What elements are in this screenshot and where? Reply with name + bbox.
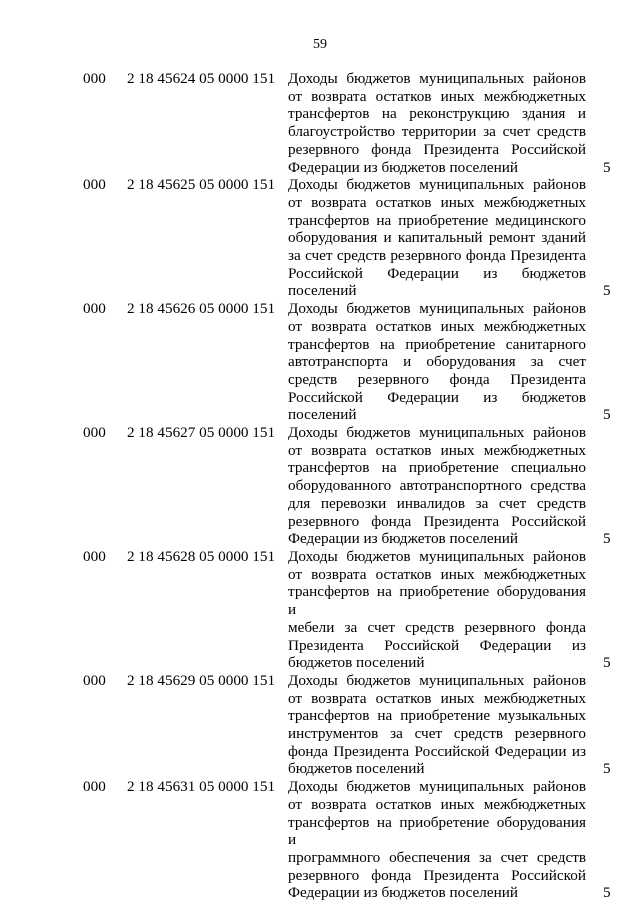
description-line: инструментов за счет средств резервного	[288, 725, 586, 743]
group-code-cell: 5	[603, 884, 611, 902]
description-line: поселений	[288, 406, 357, 424]
description-line: резервного фонда Президента Российской	[288, 512, 586, 530]
page-number: 59	[313, 37, 327, 52]
description-line: средств резервного фонда Президента	[288, 370, 586, 388]
description-line: Российской Федерации из бюджетов	[288, 388, 586, 406]
description-line: от возврата остатков иных межбюджетных	[288, 689, 586, 707]
admin-code-cell: 000	[83, 70, 106, 87]
description-line: поселений	[288, 282, 357, 300]
budget-classification-code-cell: 2 18 45625 05 0000 151	[127, 176, 276, 194]
budget-classification-code-cell: 2 18 45629 05 0000 151	[127, 671, 276, 689]
description-line: Доходы бюджетов муниципальных районов	[288, 424, 586, 442]
description-line: от возврата остатков иных межбюджетных	[288, 795, 586, 813]
description-line: Доходы бюджетов муниципальных районов	[288, 176, 586, 194]
table-row	[0, 70, 640, 176]
group-code-cell: 5	[603, 654, 611, 672]
description-line: трансфертов на приобретение санитарного	[288, 335, 586, 353]
description-line: Российской Федерации из бюджетов	[288, 264, 586, 282]
description-line: бюджетов поселений	[288, 760, 425, 778]
group-code-cell: 5	[603, 158, 611, 176]
description-line: для перевозки инвалидов за счет средств	[288, 494, 586, 512]
description-cell	[288, 300, 586, 424]
description-line: Федерации из бюджетов поселений	[288, 884, 518, 902]
description-line: Федерации из бюджетов поселений	[288, 530, 518, 548]
admin-code-cell: 000	[83, 547, 106, 565]
description-cell	[288, 672, 586, 778]
group-code-cell: 5	[603, 406, 611, 424]
description-line: оборудования и капитальный ремонт зданий	[288, 229, 586, 247]
table-row	[0, 424, 640, 548]
budget-classification-code-cell: 2 18 45631 05 0000 151	[127, 778, 276, 796]
admin-code-cell: 000	[83, 176, 106, 194]
description-line: за счет средств резервного фонда Президента	[288, 247, 586, 265]
description-line: автотранспорта и оборудования за счет	[288, 353, 586, 371]
description-line: Доходы бюджетов муниципальных районов	[288, 70, 586, 87]
description-line: от возврата остатков иных межбюджетных	[288, 565, 586, 583]
description-line: программного обеспечения за счет средств	[288, 848, 586, 866]
description-cell	[288, 548, 586, 672]
budget-classification-code-cell: 2 18 45628 05 0000 151	[127, 547, 276, 565]
description-cell	[288, 778, 586, 902]
budget-classification-code-cell: 2 18 45627 05 0000 151	[127, 424, 276, 442]
description-line: резервного фонда Президента Российской	[288, 866, 586, 884]
group-code-cell: 5	[603, 760, 611, 778]
description-cell	[288, 424, 586, 548]
description-cell	[288, 70, 586, 176]
description-line: резервного фонда Президента Российской	[288, 140, 586, 158]
description-line: от возврата остатков иных межбюджетных	[288, 317, 586, 335]
description-line: мебели за счет средств резервного фонда	[288, 618, 586, 636]
description-line: оборудованного автотранспортного средства	[288, 477, 586, 495]
table-row	[0, 672, 640, 778]
budget-code-table	[0, 70, 640, 902]
description-line: трансфертов на приобретение оборудования и	[288, 813, 586, 849]
description-line: Доходы бюджетов муниципальных районов	[288, 547, 586, 565]
description-line: трансфертов на приобретение специально	[288, 459, 586, 477]
table-row	[0, 300, 640, 424]
budget-classification-code-cell: 2 18 45624 05 0000 151	[127, 70, 276, 87]
group-code-cell: 5	[603, 530, 611, 548]
description-line: Доходы бюджетов муниципальных районов	[288, 300, 586, 318]
table-row	[0, 778, 640, 902]
description-line: от возврата остатков иных межбюджетных	[288, 87, 586, 105]
description-line: от возврата остатков иных межбюджетных	[288, 193, 586, 211]
description-line: трансфертов на приобретение музыкальных	[288, 707, 586, 725]
description-line: Президента Российской Федерации из	[288, 636, 586, 654]
description-cell	[288, 176, 586, 300]
description-line: бюджетов поселений	[288, 654, 425, 672]
description-line: фонда Президента Российской Федерации из	[288, 742, 586, 760]
description-line: Доходы бюджетов муниципальных районов	[288, 778, 586, 796]
admin-code-cell: 000	[83, 300, 106, 318]
description-line: трансфертов на реконструкцию здания и	[288, 105, 586, 123]
description-line: благоустройство территории за счет средств	[288, 123, 586, 141]
budget-classification-code-cell: 2 18 45626 05 0000 151	[127, 300, 276, 318]
description-line: трансфертов на приобретение оборудования и	[288, 583, 586, 619]
description-line: Доходы бюджетов муниципальных районов	[288, 671, 586, 689]
description-line: от возврата остатков иных межбюджетных	[288, 441, 586, 459]
admin-code-cell: 000	[83, 671, 106, 689]
table-row	[0, 176, 640, 300]
description-line: трансфертов на приобретение медицинского	[288, 211, 586, 229]
group-code-cell: 5	[603, 282, 611, 300]
table-row	[0, 548, 640, 672]
description-line: Федерации из бюджетов поселений	[288, 158, 518, 176]
admin-code-cell: 000	[83, 778, 106, 796]
admin-code-cell: 000	[83, 424, 106, 442]
